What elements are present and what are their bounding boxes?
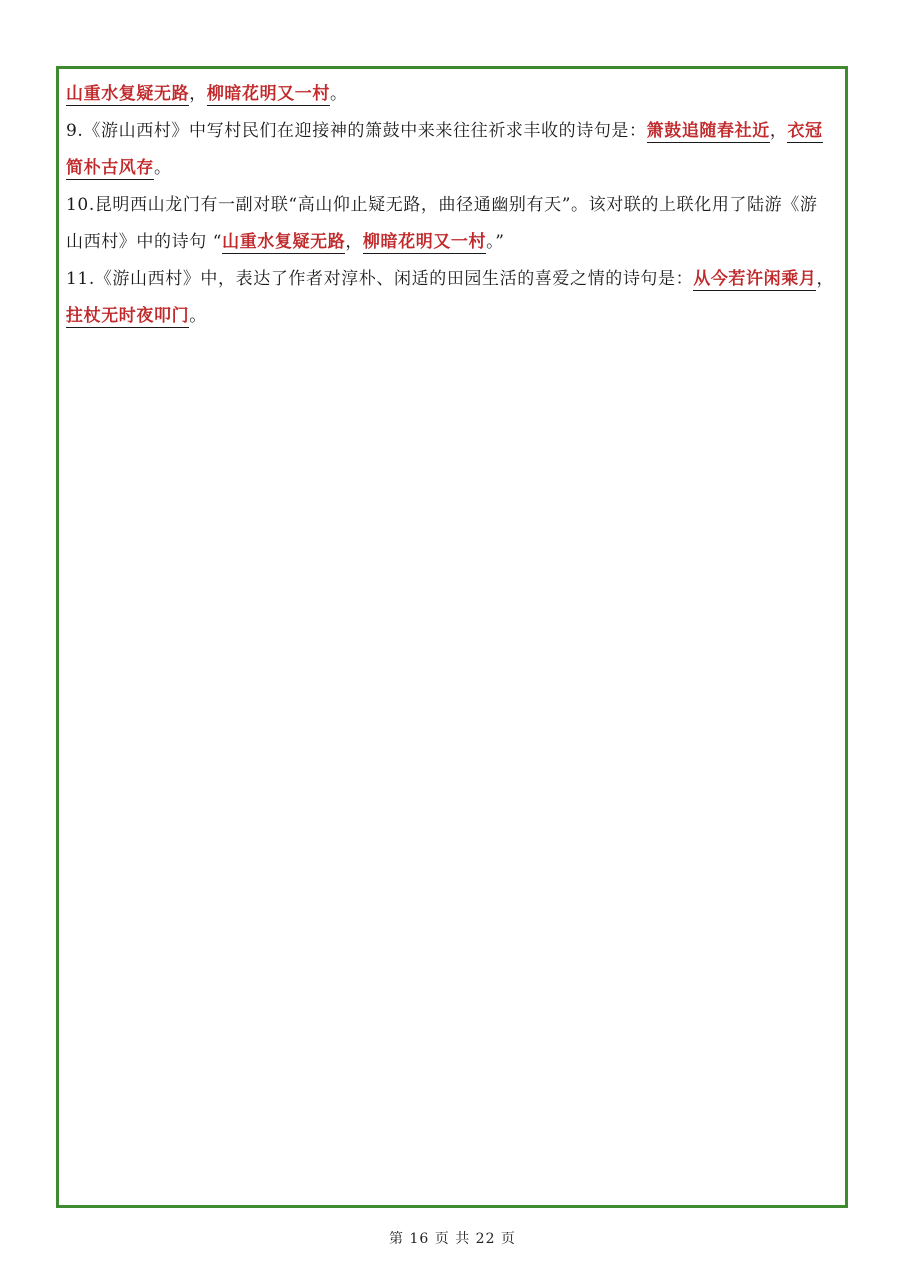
question-10-line-2 [66,224,846,261]
answer-blank: 柳暗花明又一村 [362,232,487,252]
question-text: 9.《游山西村》中写村民们在迎接神的箫鼓中来来往往祈求丰收的诗句是： [66,121,647,141]
question-text: 山西村》中的诗句 “ [66,232,223,252]
punctuation: 。 [330,84,348,104]
punctuation: 。 [154,158,172,178]
punctuation: ， [816,269,835,289]
document-body [66,76,846,335]
answer-blank: 柳暗花明又一村 [206,84,331,104]
question-11-line-2 [66,298,846,335]
punctuation: ， [189,84,207,104]
question-text: 10.昆明西山龙门有一副对联“高山仰止疑无路，曲径通幽别有天”。该对联的上联化用了陆游《游 [66,195,818,215]
page-number-footer: 第 16 页 共 22 页 [389,1231,516,1247]
question-11-line-1 [66,261,846,298]
punctuation: ， [769,121,788,141]
question-text: 11.《游山西村》中，表达了作者对淳朴、闲适的田园生活的喜爱之情的诗句是： [66,269,694,289]
prev-answer-line [66,76,846,113]
answer-blank: 简朴古风存 [66,158,154,178]
question-9-line-1 [66,113,846,150]
answer-blank: 箫鼓追随春社近 [646,121,770,141]
punctuation: 。” [486,232,505,252]
answer-blank: 从今若许闲乘月 [693,269,817,289]
answer-blank: 山重水复疑无路 [66,84,190,104]
punctuation: ， [345,232,363,252]
answer-blank: 拄杖无时夜叩门 [66,306,190,326]
answer-blank: 山重水复疑无路 [222,232,346,252]
question-9-line-2 [66,150,846,187]
answer-blank: 衣冠 [787,121,823,141]
question-10-line-1 [66,187,846,224]
punctuation: 。 [189,306,207,326]
